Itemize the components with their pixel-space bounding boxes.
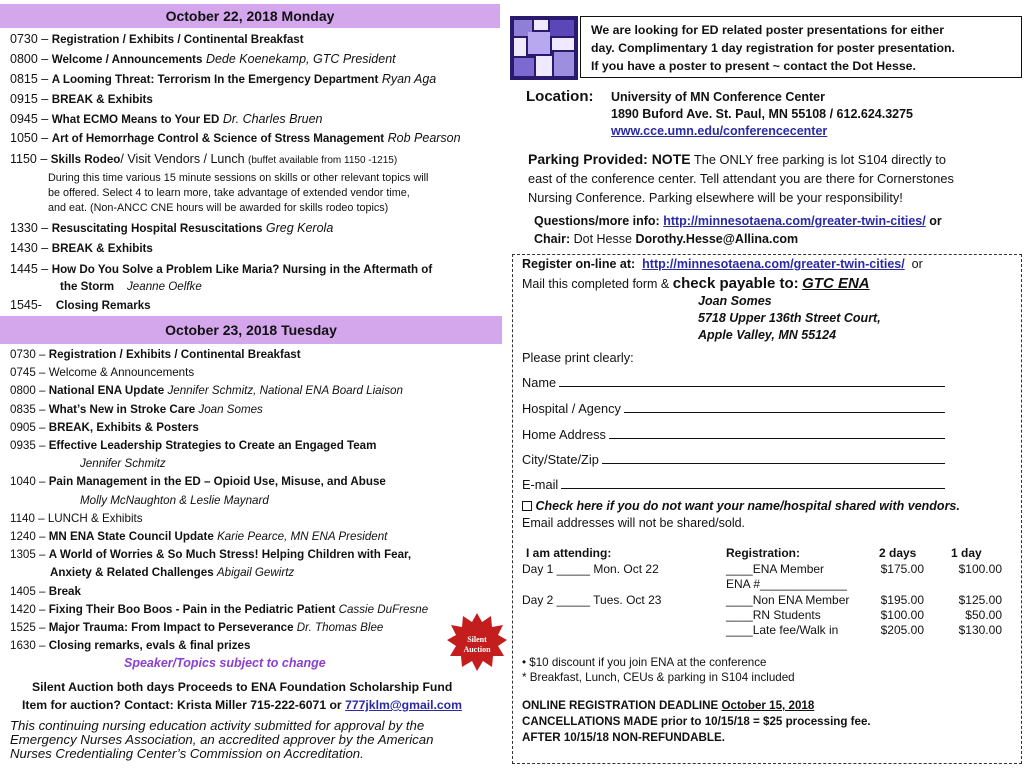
- parking-line-3: Nursing Conference. Parking elsewhere will be your responsibility!: [528, 190, 903, 205]
- session-speaker: Rob Pearson: [387, 131, 461, 145]
- fee-1day: $50.00: [965, 608, 1002, 622]
- refund-policy: AFTER 10/15/18 NON-REFUNDABLE.: [522, 731, 725, 744]
- time: 1445 –: [10, 262, 49, 276]
- session-time: 0730 –: [10, 32, 49, 46]
- session-title: Pain Management in the ED – Opioid Use, Misuse, and Abuse: [48, 475, 386, 489]
- session-speaker: Dr. Charles Bruen: [222, 112, 323, 126]
- session-time: 0800 –: [10, 384, 46, 398]
- field-label: Home Address: [522, 427, 606, 442]
- session-speaker: Dede Koenekamp, GTC President: [205, 52, 396, 66]
- parking-label: Parking Provided: NOTE: [528, 151, 691, 167]
- field-label: City/State/Zip: [522, 452, 599, 467]
- session-row: [10, 72, 436, 87]
- session-row: [10, 32, 304, 47]
- field-label: Name: [522, 375, 557, 390]
- rodeo-note: (buffet available from 1150 -1215): [248, 155, 398, 166]
- session-speaker: Abigail Gewirtz: [216, 566, 295, 580]
- auction-line-2: [22, 698, 462, 713]
- fee-1day: $125.00: [958, 593, 1002, 607]
- session-title: BREAK & Exhibits: [51, 93, 153, 106]
- rodeo-desc-2: be offered. Select 4 to learn more, take advantage of extended vendor time,: [48, 187, 410, 199]
- conference-logo-icon: [510, 16, 578, 80]
- rodeo-title: Skills Rodeo: [50, 153, 121, 166]
- rodeo-rest: / Visit Vendors / Lunch: [120, 152, 245, 166]
- session-speaker: Greg Kerola: [265, 221, 334, 235]
- mail-address-1: Joan Somes: [698, 294, 772, 308]
- location-label: Location:: [526, 88, 594, 105]
- session-title: BREAK, Exhibits & Posters: [48, 420, 199, 434]
- session-time: 1040 –: [10, 475, 46, 489]
- auction-line-1: Silent Auction both days Proceeds to ENA Foundation Scholarship Fund: [32, 680, 453, 694]
- session-time: 1305 –: [10, 548, 46, 562]
- fee-row-label[interactable]: ____Non ENA Member: [726, 593, 850, 607]
- session-row: [10, 52, 396, 67]
- session-row: [10, 602, 428, 617]
- vendor-optout: [522, 499, 960, 514]
- session-time: 1525 –: [10, 621, 46, 634]
- session-title: Fixing Their Boo Boos - Pain in the Pediatric Patient: [48, 602, 336, 616]
- accreditation-3: Nurses Credentialing Center’s Commission on Accreditation.: [10, 746, 364, 761]
- session-time: 1405 –: [10, 584, 46, 598]
- session-row: [10, 511, 143, 526]
- questions-line: [534, 213, 942, 230]
- parking-line-2: east of the conference center. Tell attendant you are there for Cornerstones: [528, 171, 954, 186]
- rodeo-line: [10, 152, 397, 168]
- print-clearly: Please print clearly:: [522, 350, 634, 365]
- field-home-address[interactable]: [522, 427, 945, 442]
- session-speaker: Karie Pearce, MN ENA President: [217, 530, 388, 543]
- mail-address-3: Apple Valley, MN 55124: [698, 328, 837, 342]
- payee: GTC ENA: [802, 275, 870, 292]
- session-row: [10, 584, 81, 599]
- note-2: * Breakfast, Lunch, CEUs & parking in S104 included: [522, 671, 795, 684]
- maria-line-2: [60, 279, 202, 294]
- session-speaker: Dr. Thomas Blee: [296, 621, 384, 634]
- location-url-link[interactable]: www.cce.umn.edu/conferencecenter: [611, 124, 828, 138]
- poster-line-2: day. Complimentary 1 day registration for poster presentation.: [591, 41, 955, 55]
- col-2days: 2 days: [879, 546, 917, 560]
- day1-header: October 22, 2018 Monday: [0, 4, 500, 28]
- closing-title: Closing Remarks: [55, 299, 151, 312]
- chair-line: [534, 231, 798, 248]
- session-time: 0915 –: [10, 92, 49, 106]
- field-name[interactable]: [522, 375, 945, 390]
- fee-row-label[interactable]: ENA #_____________: [726, 577, 847, 591]
- session-speaker: Ryan Aga: [381, 72, 437, 86]
- session-row: [10, 529, 387, 544]
- attend-day2[interactable]: Day 2 _____ Tues. Oct 23: [522, 593, 662, 607]
- session-time: 1630 –: [10, 639, 46, 653]
- session-title: Closing remarks, evals & final prizes: [48, 639, 251, 653]
- fee-row-label[interactable]: ____RN Students: [726, 608, 821, 622]
- session-title: A World of Worries & So Much Stress! Helping Children with Fear,: [48, 548, 412, 562]
- fee-2day: $175.00: [880, 562, 924, 576]
- session-row: [10, 241, 153, 256]
- session-title: Welcome / Announcements: [51, 53, 203, 66]
- field-input-line[interactable]: [559, 376, 945, 387]
- field-e-mail[interactable]: [522, 477, 945, 492]
- subject-to-change: Speaker/Topics subject to change: [124, 656, 326, 670]
- session-row: [10, 474, 386, 489]
- session-time: 1140 –: [10, 511, 45, 525]
- session-row: [80, 456, 166, 471]
- session-speaker: Jennifer Schmitz: [80, 457, 166, 471]
- fee-2day: $195.00: [880, 593, 924, 607]
- session-title: Anxiety & Related Challenges: [50, 566, 214, 580]
- session-time: 1430 –: [10, 241, 49, 255]
- field-input-line[interactable]: [609, 428, 945, 439]
- session-row: [10, 365, 194, 380]
- session-title: Resuscitating Hospital Resuscitations: [51, 222, 263, 235]
- note-1: • $10 discount if you join ENA at the conference: [522, 656, 767, 669]
- session-title: What ECMO Means to Your ED: [51, 113, 220, 126]
- silent-auction-badge: [446, 612, 508, 674]
- session-row: [10, 383, 403, 398]
- attending-header: I am attending:: [526, 546, 612, 560]
- online-deadline-label: ONLINE REGISTRATION DEADLINE: [522, 699, 719, 712]
- maria-speaker: Jeanne Oelfke: [127, 280, 202, 293]
- mail-text: Mail this completed form &: [522, 277, 670, 291]
- session-title: Welcome & Announcements: [48, 366, 195, 380]
- questions-url-link[interactable]: http://minnesotaena.com/greater-twin-cities/: [663, 214, 926, 228]
- register-line: [522, 257, 923, 272]
- session-speaker: Jennifer Schmitz, National ENA Board Liaison: [167, 384, 403, 398]
- session-title: MN ENA State Council Update: [48, 530, 214, 543]
- session-row: [10, 420, 199, 435]
- session-time: 0815 –: [10, 72, 49, 86]
- poster-line-3: If you have a poster to present ~ contact the Dot Hesse.: [591, 59, 916, 73]
- questions-or: or: [929, 214, 942, 228]
- session-title: Major Trauma: From Impact to Perseverance: [48, 621, 294, 634]
- chair-email: Dorothy.Hesse@Allina.com: [635, 232, 799, 246]
- fee-row-label[interactable]: ____ENA Member: [726, 562, 825, 576]
- maria-title: How Do You Solve a Problem Like Maria? Nursing in the Aftermath of: [51, 263, 433, 276]
- session-row: [80, 493, 269, 508]
- field-hospital-agency[interactable]: [522, 401, 945, 416]
- parking-text-1: The ONLY free parking is lot S104 directly to: [693, 152, 946, 167]
- poster-box: [580, 16, 1022, 78]
- session-time: 0835 –: [10, 402, 46, 416]
- chair-name: Dot Hesse: [573, 232, 632, 246]
- session-row: [10, 221, 333, 236]
- session-title: Registration / Exhibits / Continental Breakfast: [48, 348, 301, 361]
- rodeo-desc-1: During this time various 15 minute sessions on skills or other relevant topics will: [48, 172, 429, 184]
- auction-contact: Item for auction? Contact: Krista Miller 715-222-6071 or: [22, 698, 342, 712]
- session-title: Registration / Exhibits / Continental Breakfast: [51, 33, 304, 46]
- registration-header: Registration:: [726, 546, 801, 560]
- field-input-line[interactable]: [624, 402, 945, 413]
- session-title: LUNCH & Exhibits: [47, 511, 143, 525]
- field-label: Hospital / Agency: [522, 401, 621, 416]
- check-text: check payable to:: [672, 275, 799, 292]
- session-time: 1330 –: [10, 221, 49, 235]
- poster-line-1: We are looking for ED related poster presentations for either: [591, 23, 945, 37]
- session-time: 1240 –: [10, 530, 46, 543]
- time: 1150 –: [10, 152, 48, 166]
- fee-1day: $100.00: [958, 562, 1002, 576]
- field-input-line[interactable]: [561, 478, 945, 489]
- session-time: 1050 –: [10, 131, 49, 145]
- maria-title-2: the Storm: [60, 280, 115, 293]
- chair-label: Chair:: [534, 232, 571, 246]
- session-title: Break: [48, 584, 81, 598]
- online-deadline: [522, 698, 814, 713]
- badge-line1: Silent: [467, 635, 487, 644]
- fee-row-label[interactable]: ____Late fee/Walk in: [726, 623, 839, 637]
- session-row: [10, 620, 383, 635]
- session-row: [10, 438, 376, 453]
- session-row: [10, 112, 322, 127]
- closing-line: [10, 298, 151, 313]
- accreditation-2: Emergency Nurses Association, an accredited approver by the American: [10, 732, 434, 747]
- session-row: [10, 92, 153, 107]
- session-time: 1420 –: [10, 602, 46, 616]
- session-speaker: Joan Somes: [198, 402, 263, 416]
- field-input-line[interactable]: [602, 453, 945, 464]
- parking-line-1: [528, 150, 946, 169]
- cancellation-policy: CANCELLATIONS MADE prior to 10/15/18 = $25 processing fee.: [522, 715, 871, 728]
- field-city-state-zip[interactable]: [522, 452, 945, 467]
- session-title: National ENA Update: [48, 384, 165, 398]
- session-title: Art of Hemorrhage Control & Science of Stress Management: [51, 132, 385, 145]
- session-time: 0945 –: [10, 112, 49, 126]
- fee-1day: $130.00: [958, 623, 1002, 637]
- mail-address-2: 5718 Upper 136th Street Court,: [698, 311, 881, 325]
- session-row: [10, 402, 263, 417]
- auction-email-link[interactable]: 777jklm@gmail.com: [345, 698, 462, 712]
- register-url-link[interactable]: http://minnesotaena.com/greater-twin-cities/: [642, 257, 905, 271]
- session-row: [10, 131, 461, 146]
- fee-2day: $205.00: [880, 623, 924, 637]
- session-title: A Looming Threat: Terrorism In the Emergency Department: [51, 73, 379, 86]
- session-time: 0730 –: [10, 348, 46, 361]
- vendor-optout-checkbox[interactable]: [522, 501, 532, 511]
- badge-line2: Auction: [463, 645, 491, 654]
- online-deadline-date: October 15, 2018: [721, 699, 815, 712]
- day2-header: October 23, 2018 Tuesday: [0, 316, 502, 344]
- session-time: 0745 –: [10, 366, 46, 380]
- register-or: or: [911, 257, 923, 271]
- session-time: 0800 –: [10, 52, 49, 66]
- session-time: 0935 –: [10, 439, 46, 452]
- col-1day: 1 day: [951, 546, 982, 560]
- location-address: 1890 Buford Ave. St. Paul, MN 55108 / 612.624.3275: [611, 107, 914, 121]
- time: 1545-: [10, 298, 42, 312]
- session-speaker: Molly McNaughton & Leslie Maynard: [80, 493, 269, 507]
- maria-line: [10, 262, 432, 277]
- attend-day1[interactable]: Day 1 _____ Mon. Oct 22: [522, 562, 659, 576]
- mail-line: [522, 275, 870, 293]
- session-title: BREAK & Exhibits: [51, 242, 153, 255]
- session-row: [50, 565, 294, 580]
- questions-label: Questions/more info:: [534, 214, 660, 228]
- register-label: Register on-line at:: [522, 257, 636, 271]
- fee-2day: $100.00: [880, 608, 924, 622]
- session-time: 0905 –: [10, 420, 46, 434]
- session-row: [10, 638, 250, 653]
- accreditation-1: This continuing nursing education activity submitted for approval by the: [10, 718, 425, 733]
- location-name: University of MN Conference Center: [611, 90, 825, 104]
- session-title: Effective Leadership Strategies to Create an Engaged Team: [48, 439, 377, 452]
- vendor-optout-text: Check here if you do not want your name/hospital shared with vendors.: [535, 499, 960, 513]
- session-title: What’s New in Stroke Care: [48, 402, 196, 416]
- email-privacy: Email addresses will not be shared/sold.: [522, 516, 746, 530]
- rodeo-desc-3: and eat. (Non-ANCC CNE hours will be awarded for skills rodeo topics): [48, 202, 389, 214]
- session-row: [10, 347, 301, 362]
- field-label: E-mail: [522, 477, 559, 492]
- session-row: [10, 547, 411, 562]
- session-speaker: Cassie DuFresne: [338, 602, 429, 616]
